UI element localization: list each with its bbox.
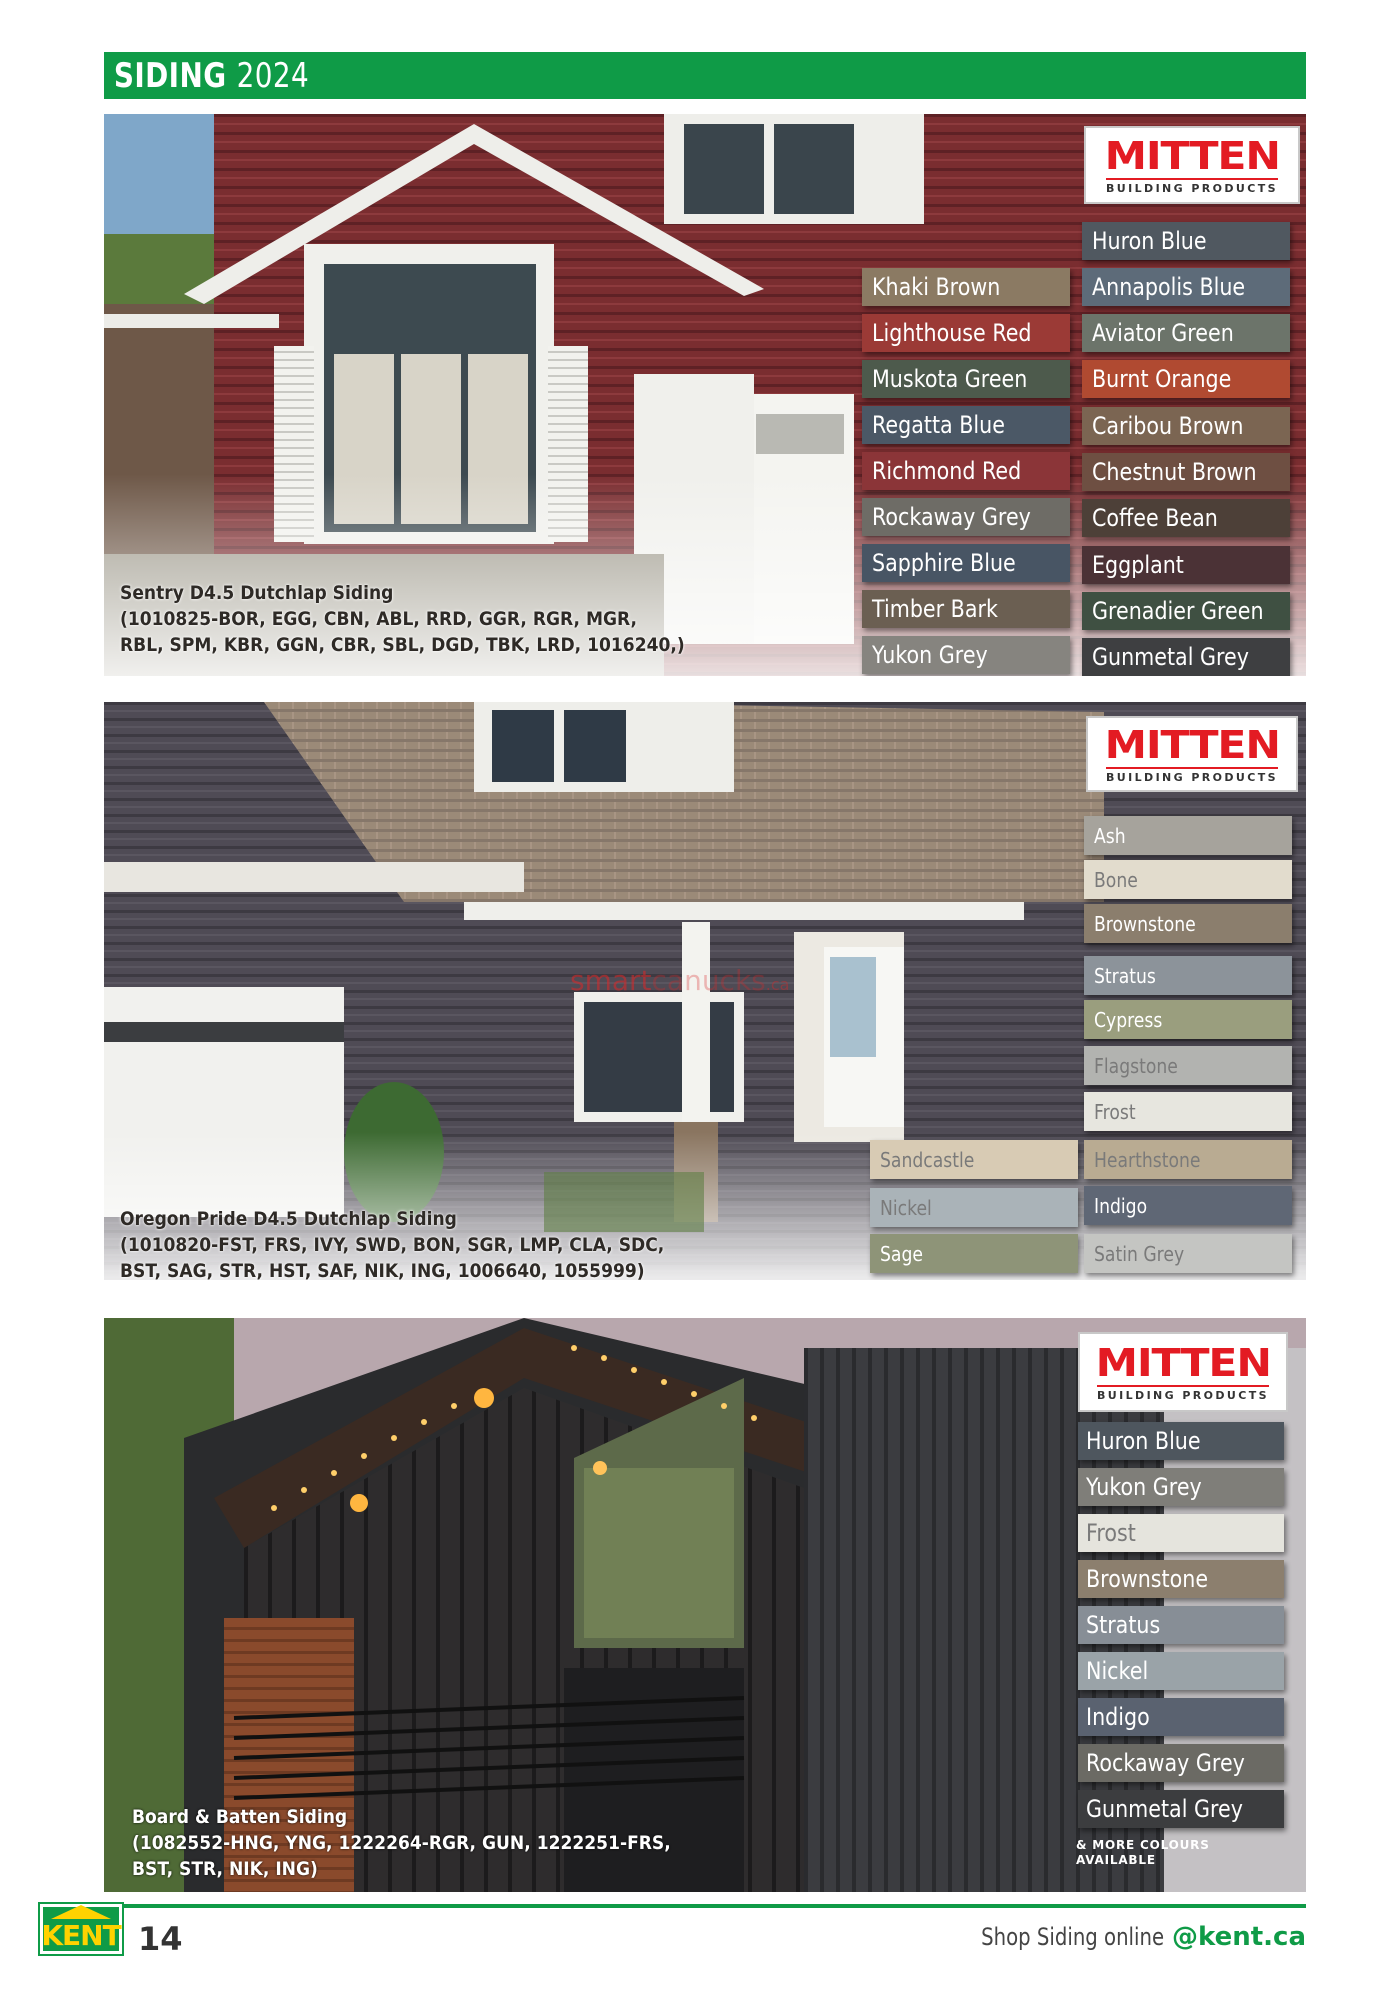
caption-line: (1010825-BOR, EGG, CBN, ABL, RRD, GGR, RGR, MGR, [120,608,638,630]
colour-chip-hearthstone: Hearthstone [1084,1140,1292,1179]
board-batten-siding-panel [104,1318,1306,1892]
colour-chip-yukon-grey: Yukon Grey [862,636,1070,674]
watermark-part: .ca [765,975,790,994]
colour-chip-muskota-green: Muskota Green [862,360,1070,398]
colour-chip-brownstone: Brownstone [1084,904,1292,943]
watermark-part: smart [570,964,652,997]
colour-chip-stratus: Stratus [1084,956,1292,995]
section-year: 2024 [236,55,310,96]
mitten-logo-sub: BUILDING PRODUCTS [1106,178,1278,195]
more-colours-line: & MORE COLOURS [1076,1838,1210,1852]
colour-chip-coffee-bean: Coffee Bean [1082,499,1290,537]
product-caption-oregon-pride [120,1206,725,1280]
section-title [104,56,309,96]
colour-chip-flagstone: Flagstone [1084,1046,1292,1085]
colour-chip-yukon-grey: Yukon Grey [1078,1468,1284,1506]
colour-chip-regatta-blue: Regatta Blue [862,406,1070,444]
caption-line: RBL, SPM, KBR, GGN, CBR, SBL, DGD, TBK, LRD, 1016240,) [120,634,685,656]
footer-rule [104,1904,1306,1908]
colour-chip-huron-blue: Huron Blue [1078,1422,1284,1460]
caption-line: BST, SAG, STR, HST, SAF, NIK, ING, 1006640, 1055999) [120,1260,645,1280]
colour-chip-stratus: Stratus [1078,1606,1284,1644]
colour-chip-richmond-red: Richmond Red [862,452,1070,490]
colour-chip-chestnut-brown: Chestnut Brown [1082,453,1290,491]
colour-chip-sapphire-blue: Sapphire Blue [862,544,1070,582]
kent-logo [40,1904,122,1954]
colour-chip-frost: Frost [1078,1514,1284,1552]
colour-chip-gunmetal-grey: Gunmetal Grey [1078,1790,1284,1828]
mitten-logo [1084,126,1300,204]
oregon-pride-siding-panel [104,702,1306,1280]
colour-chip-satin-grey: Satin Grey [1084,1234,1292,1273]
colour-chip-eggplant: Eggplant [1082,546,1290,584]
colour-chip-brownstone: Brownstone [1078,1560,1284,1598]
colour-chip-caribou-brown: Caribou Brown [1082,407,1290,445]
colour-chip-cypress: Cypress [1084,1000,1292,1039]
colour-chip-grenadier-green: Grenadier Green [1082,592,1290,630]
colour-chip-indigo: Indigo [1078,1698,1284,1736]
colour-chip-huron-blue: Huron Blue [1082,222,1290,260]
mitten-logo-sub: BUILDING PRODUCTS [1097,1385,1269,1402]
watermark [570,964,789,997]
mitten-logo-name: MITTEN [1104,722,1280,767]
colour-chip-timber-bark: Timber Bark [862,590,1070,628]
watermark-part: canucks [651,964,766,997]
section-title-text: SIDING [113,55,227,96]
caption-line: BST, STR, NIK, ING) [132,1858,318,1880]
colour-chip-ash: Ash [1084,816,1292,855]
colour-chip-rockaway-grey: Rockaway Grey [1078,1744,1284,1782]
kent-logo-roof [51,1905,111,1919]
colour-chip-frost: Frost [1084,1092,1292,1131]
colour-chip-bone: Bone [1084,860,1292,899]
colour-chip-annapolis-blue: Annapolis Blue [1082,268,1290,306]
product-caption-sentry [120,580,747,658]
colour-chip-aviator-green: Aviator Green [1082,314,1290,352]
colour-chip-nickel: Nickel [870,1188,1078,1227]
colour-chip-gunmetal-grey: Gunmetal Grey [1082,638,1290,676]
shop-online-link[interactable]: @kent.ca [1172,1922,1306,1952]
caption-line: Oregon Pride D4.5 Dutchlap Siding [120,1208,457,1230]
colour-chip-sage: Sage [870,1234,1078,1273]
caption-line: Sentry D4.5 Dutchlap Siding [120,582,394,604]
colour-chip-indigo: Indigo [1084,1186,1292,1225]
mitten-logo-name: MITTEN [1104,133,1280,178]
caption-line: (1010820-FST, FRS, IVY, SWD, BON, SGR, LMP, CLA, SDC, [120,1234,665,1256]
page-number: 14 [138,1920,183,1958]
shop-online-text: Shop Siding online [981,1923,1165,1951]
colour-chip-nickel: Nickel [1078,1652,1284,1690]
mitten-logo-sub: BUILDING PRODUCTS [1106,767,1278,784]
more-colours-note [1076,1838,1210,1868]
shop-online-line [941,1922,1306,1952]
caption-line: Board & Batten Siding [132,1806,348,1828]
mitten-logo-name: MITTEN [1095,1340,1271,1385]
caption-line: (1082552-HNG, YNG, 1222264-RGR, GUN, 1222251-FRS, [132,1832,671,1854]
kent-logo-text: KENT [41,1919,121,1952]
more-colours-line: AVAILABLE [1076,1853,1156,1867]
colour-chip-sandcastle: Sandcastle [870,1140,1078,1179]
colour-chip-lighthouse-red: Lighthouse Red [862,314,1070,352]
section-header [104,52,1306,99]
mitten-logo [1078,1332,1288,1412]
colour-chip-khaki-brown: Khaki Brown [862,268,1070,306]
colour-chip-rockaway-grey: Rockaway Grey [862,498,1070,536]
product-caption-board-batten [132,1804,731,1882]
colour-chip-burnt-orange: Burnt Orange [1082,360,1290,398]
sentry-siding-panel [104,114,1306,676]
mitten-logo [1086,716,1298,792]
